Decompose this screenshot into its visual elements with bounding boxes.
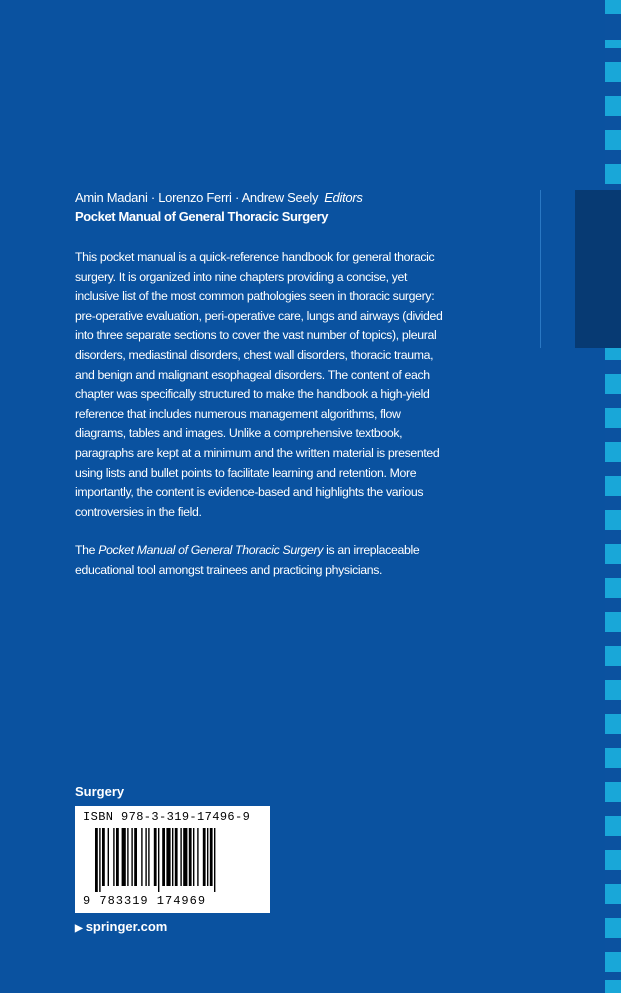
barcode-bar <box>95 828 98 892</box>
publisher-site: springer.com <box>85 919 168 934</box>
closing-paragraph <box>75 541 535 580</box>
barcode-bar <box>183 828 187 886</box>
edge-segment <box>605 884 621 904</box>
description-line: diagrams, tables and images. Unlike a comprehensive textbook, <box>75 426 403 441</box>
description-line: paragraphs are kept at a minimum and the written material is presented <box>75 445 440 460</box>
edge-segment <box>605 374 621 394</box>
closing-title: Pocket Manual of General Thoracic Surgery <box>98 543 324 557</box>
edge-strip <box>605 0 621 993</box>
barcode-box <box>75 806 270 913</box>
divider-line <box>540 190 541 348</box>
barcode-bar <box>210 828 213 886</box>
edge-segment <box>605 96 621 116</box>
edge-segment <box>605 544 621 564</box>
description-line: inclusive list of the most common pathologies seen in thoracic surgery: <box>75 289 435 304</box>
barcode-bar <box>180 828 181 886</box>
edge-segment <box>605 680 621 700</box>
edge-segment <box>605 40 621 48</box>
edge-segment <box>605 442 621 462</box>
author-names: Amin Madani · Lorenzo Ferri · Andrew Seely <box>75 190 319 205</box>
arrow-icon: ▶ <box>75 923 83 934</box>
edge-segment <box>605 952 621 972</box>
closing-line-1 <box>75 541 535 561</box>
barcode-digits: 9 783319 174969 <box>83 894 207 908</box>
description-line: disorders, mediastinal disorders, chest wall disorders, thoracic trauma, <box>75 347 434 362</box>
edge-segment <box>605 918 621 938</box>
subject-label: Surgery <box>75 784 125 799</box>
barcode-bars <box>95 828 255 892</box>
publisher-link[interactable] <box>75 919 167 934</box>
edge-segment <box>605 510 621 530</box>
description-line: chapter was specifically structured to make the handbook a high-yield <box>75 387 430 402</box>
barcode-bar <box>214 828 215 892</box>
editors-label: Editors <box>324 190 363 205</box>
edge-segment <box>605 816 621 836</box>
edge-segment <box>605 0 621 14</box>
edge-segment <box>605 714 621 734</box>
description-line: This pocket manual is a quick-reference handbook for general thoracic <box>75 250 435 264</box>
description-line: surgery. It is organized into nine chapters providing a concise, yet <box>75 269 408 284</box>
barcode-bar <box>197 828 198 886</box>
barcode-bar <box>203 828 206 886</box>
edge-segment <box>605 612 621 632</box>
isbn-text: ISBN 978-3-319-17496-9 <box>83 810 251 824</box>
barcode-bar <box>134 828 137 886</box>
description-line: using lists and bullet points to facilitate learning and retention. More <box>75 465 417 480</box>
dark-panel <box>575 190 621 348</box>
authors-line <box>75 190 363 205</box>
description-line: reference that includes numerous management algorithms, flow <box>75 406 401 421</box>
barcode-bar <box>122 828 126 886</box>
description-line: controversies in the field. <box>75 504 202 519</box>
edge-segment <box>605 748 621 768</box>
description-line: importantly, the content is evidence-based and highlights the various <box>75 485 424 500</box>
edge-segment <box>605 850 621 870</box>
barcode-bar <box>108 828 109 886</box>
barcode-bar <box>158 828 159 892</box>
closing-prefix: The <box>75 543 99 557</box>
barcode-bar <box>131 828 132 886</box>
barcode-bar <box>189 828 192 886</box>
barcode-bar <box>145 828 146 886</box>
edge-segment <box>605 164 621 184</box>
barcode-bar <box>166 828 170 886</box>
closing-suffix: is an irreplaceable <box>323 543 420 557</box>
description-line: pre-operative evaluation, peri-operative care, lungs and airways (divided <box>75 308 443 323</box>
barcode-bar <box>162 828 165 886</box>
description-line: into three separate sections to cover the vast number of topics), pleural <box>75 328 437 343</box>
edge-segment <box>605 130 621 150</box>
barcode-bar <box>193 828 194 886</box>
barcode-bar <box>175 828 178 886</box>
description-line: and benign and malignant esophageal disorders. The content of each <box>75 367 430 382</box>
edge-segment <box>605 646 621 666</box>
edge-segment <box>605 782 621 802</box>
edge-segment <box>605 408 621 428</box>
barcode-bar <box>127 828 128 886</box>
closing-line-2: educational tool amongst trainees and practicing physicians. <box>75 562 383 577</box>
edge-segment <box>605 980 621 993</box>
edge-segment <box>605 578 621 598</box>
barcode-bar <box>102 828 105 886</box>
barcode-bar <box>154 828 157 886</box>
barcode-bar <box>148 828 149 886</box>
barcode-bar <box>113 828 114 886</box>
edge-segment <box>605 476 621 496</box>
barcode-bar <box>207 828 208 886</box>
barcode-bar <box>116 828 119 886</box>
edge-segment <box>605 62 621 82</box>
barcode-bar <box>172 828 173 886</box>
book-title: Pocket Manual of General Thoracic Surgery <box>75 209 329 224</box>
barcode-bar <box>141 828 142 886</box>
description <box>75 248 535 522</box>
barcode-bar <box>99 828 100 892</box>
